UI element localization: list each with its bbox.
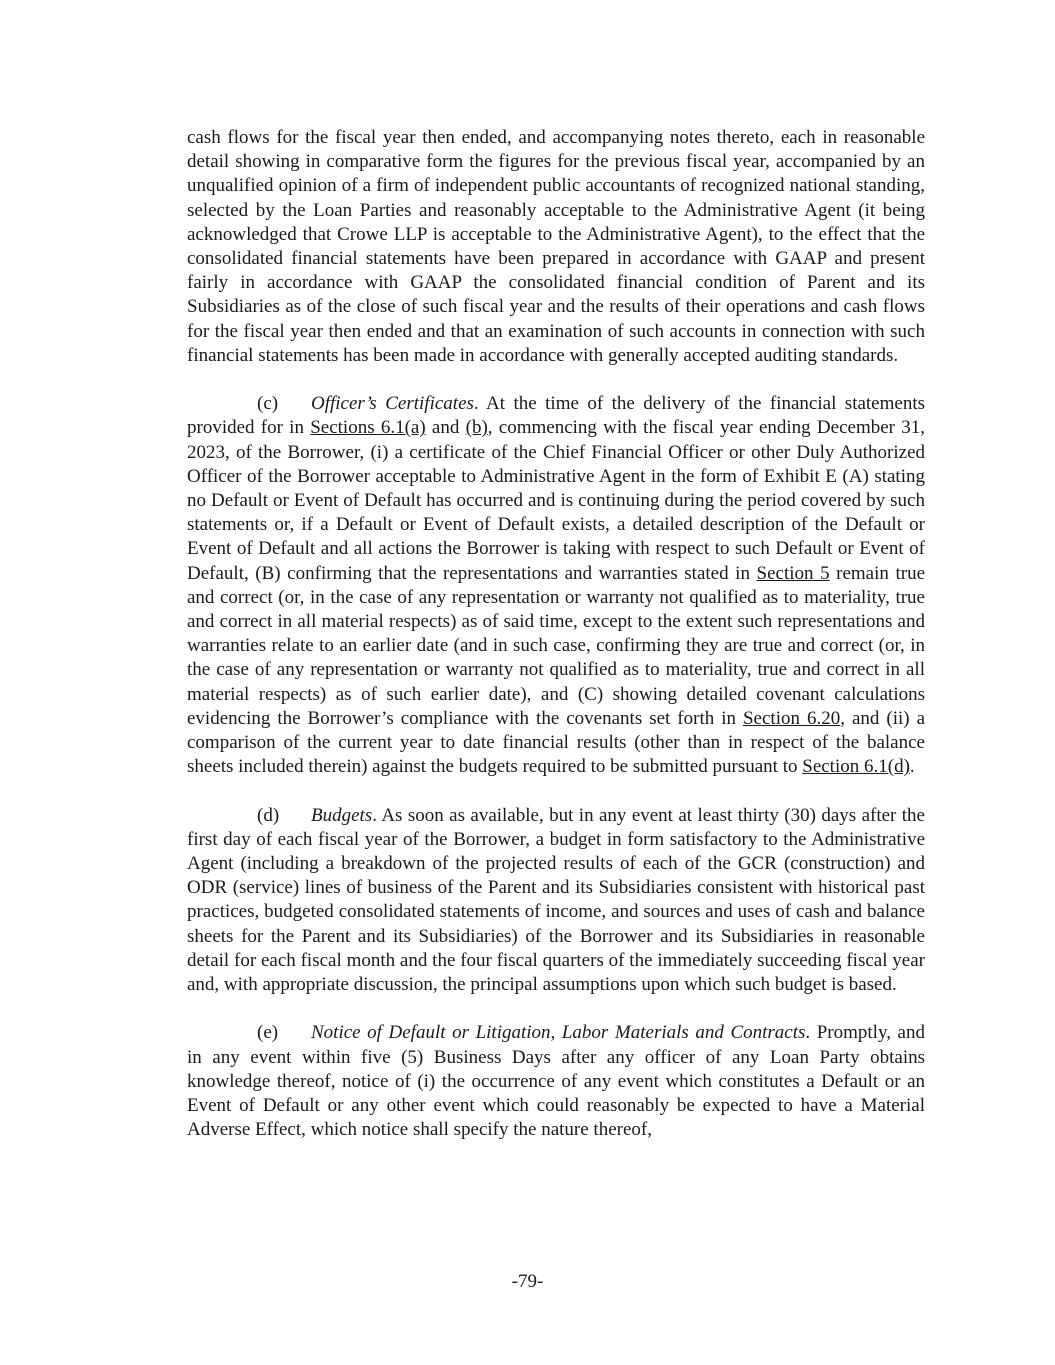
paragraph-c [187, 392, 925, 779]
paragraph-c-marker: (c) [257, 393, 279, 415]
paragraph-d [187, 804, 925, 998]
section-ref-b: (b) [465, 417, 488, 439]
page-number: -79- [511, 1271, 544, 1292]
section-ref-6-1d: Section 6.1(d) [802, 756, 910, 778]
section-ref-6-1a: Sections 6.1(a) [310, 417, 426, 439]
paragraph-e-heading: Notice of Default or Litigation, Labor Materials and Contracts [311, 1022, 806, 1044]
body-text [187, 126, 925, 1167]
paragraph-c-text-1: . At the time of the delivery of the financial statements provided for in [187, 393, 926, 439]
paragraph-b-continuation [187, 126, 925, 368]
paragraph-c-heading: Officer’s Certificates [311, 393, 474, 415]
paragraph-d-heading: Budgets [311, 804, 373, 826]
paragraph-e [187, 1021, 925, 1142]
paragraph-d-text: . As soon as available, but in any event at least thirty (30) days after the first day of each fiscal year of the Borrower, a budget in form satisfactory to the Administrative Agent (including a breakdown of the projected results of each of the GCR (construction) and ODR (service) lines of business of the Parent and its Subsidiaries consistent with historical past practices, budgeted consolidated statements of income, and sources and uses of cash and balance sheets for the Parent and its Subsidiaries) of the Borrower and its Subsidiaries in reasonable detail for each fiscal month and the four fiscal quarters of the immediately succeeding fiscal year and, with appropriate discussion, the principal assumptions upon which such budget is based. [187, 804, 925, 996]
paragraph-c-text-6: . [909, 756, 915, 778]
paragraph-c-text-5: , and (ii) a comparison of the current year to date financial results (other than in respect of the balance sheets included therein) against the budgets required to be submitted pursuant to [187, 707, 926, 778]
section-ref-5: Section 5 [756, 562, 830, 584]
paragraph-e-text: . Promptly, and in any event within five (5) Business Days after any officer of any Loan Party obtains knowledge thereof, notice of (i) the occurrence of any event which constitutes a Default or an Event of Default or any other event which could reasonably be expected to have a Material Adverse Effect, which notice shall specify the nature thereof, [187, 1022, 925, 1141]
paragraph-d-marker: (d) [257, 804, 280, 826]
paragraph-c-text-3: , commencing with the fiscal year ending December 31, 2023, of the Borrower, (i) a certificate of the Chief Financial Officer or other Duly Authorized Officer of the Borrower acceptable to Administrative Agent in the form of Exhibit E (A) stating no Default or Event of Default has occurred and is continuing during the period covered by such statements or, if a Default or Event of Default exists, a detailed description of the Default or Event of Default and all actions the Borrower is taking with respect to such Default or Event of Default, (B) confirming that the representations and warranties stated in [187, 417, 925, 584]
paragraph-b-text: cash flows for the fiscal year then ended, and accompanying notes thereto, each in reasonable detail showing in comparative form the figures for the previous fiscal year, accompanied by an unqualified opinion of a firm of independent public accountants of recognized national standing, selected by the Loan Parties and reasonably acceptable to the Administrative Agent (it being acknowledged that Crowe LLP is acceptable to the Administrative Agent), to the effect that the consolidated financial statements have been prepared in accordance with GAAP and present fairly in accordance with GAAP the consolidated financial condition of Parent and its Subsidiaries as of the close of such fiscal year and the results of their operations and cash flows for the fiscal year then ended and that an examination of such accounts in connection with such financial statements has been made in accordance with generally accepted auditing standards. [187, 127, 925, 366]
section-ref-6-20: Section 6.20 [742, 707, 841, 729]
paragraph-c-text-4: remain true and correct (or, in the case of any representation or warranty not qualified as to materiality, true and correct in all material respects) as of said time, except to the extent such representations and warranties relate to an earlier date (and in such case, confirming they are true and correct (or, in the case of any representation or warranty not qualified as to materiality, true and correct in all material respects) as of such earlier date), and (C) showing detailed covenant calculations evidencing the Borrower’s compliance with the covenants set forth in [187, 562, 926, 729]
paragraph-c-text-2: and [425, 417, 466, 439]
paragraph-e-marker: (e) [257, 1022, 279, 1044]
